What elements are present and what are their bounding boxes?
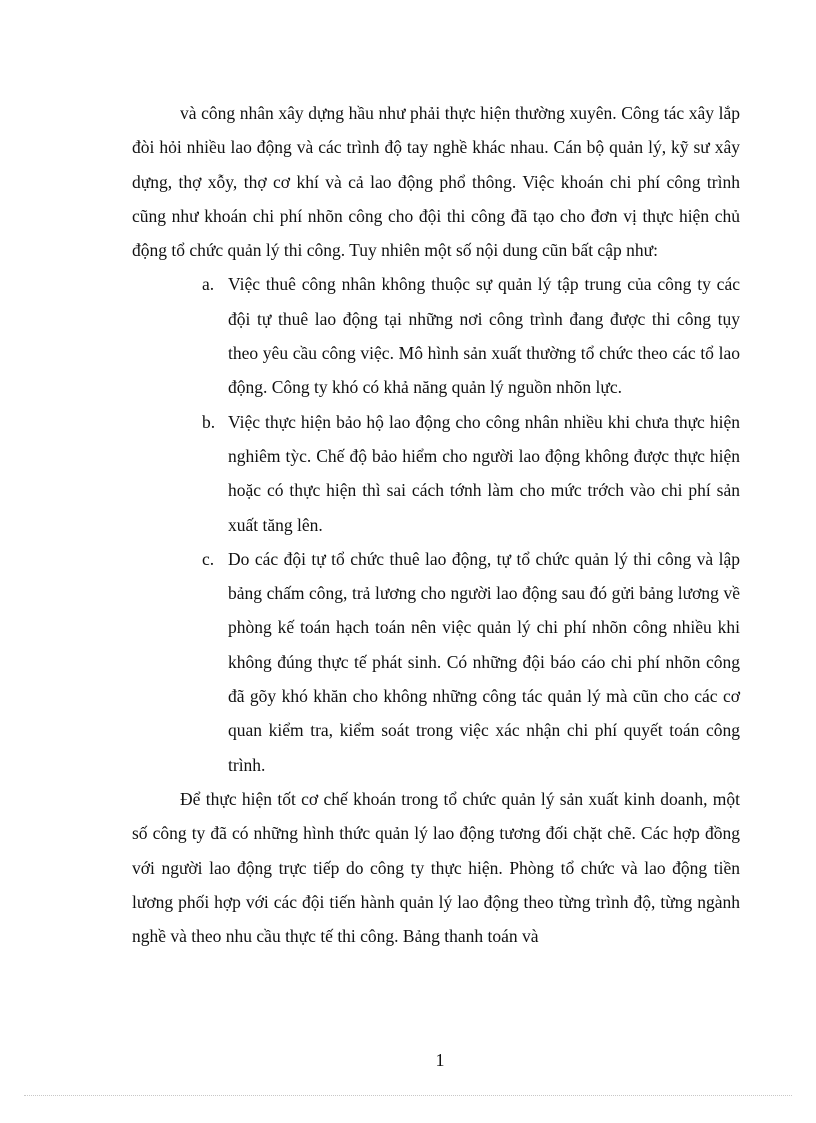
list-item-text: Việc thực hiện bảo hộ lao động cho công nhân nhiều khi chưa thực hiện nghiêm tỳc. Chế độ bảo hiểm cho người lao động không được thực hiện hoặc có thực hiện thì sai cách tớnh làm cho mức trớch vào chi phí sản xuất tăng lên. xyxy=(228,411,740,535)
page-bottom-divider xyxy=(24,1095,792,1096)
list-item xyxy=(132,405,740,542)
page-number: 1 xyxy=(435,1050,445,1070)
list-marker: b. xyxy=(202,411,216,432)
list-item xyxy=(132,267,740,404)
list-marker: c. xyxy=(202,548,215,569)
list-item xyxy=(132,542,740,782)
closing-paragraph: Để thực hiện tốt cơ chế khoán trong tổ chức quản lý sản xuất kinh doanh, một số công ty đã có những hình thức quản lý lao động tương đối chặt chẽ. Các hợp đồng với người lao động trực tiếp do công ty thực hiện. Phòng tổ chức và lao động tiền lương phối hợp với các đội tiến hành quản lý lao động theo từng trình độ, từng ngành nghề và theo nhu cầu thực tế thi công. Bảng thanh toán và xyxy=(132,788,740,947)
intro-paragraph: và công nhân xây dựng hầu như phải thực hiện thường xuyên. Công tác xây lắp đòi hỏi nhiều lao động và các trình độ tay nghề khác nhau. Cán bộ quản lý, kỹ sư xây dựng, thợ xỗy, thợ cơ khí và cả lao động phổ thông. Việc khoán chi phí công trình cũng như khoán chi phí nhõn công cho đội thi công đã tạo cho đơn vị thực hiện chủ động tổ chức quản lý thi công. Tuy nhiên một số nội dung cũn bất cập như: xyxy=(132,103,740,261)
issues-list xyxy=(132,267,740,781)
document-page xyxy=(132,96,740,953)
list-item-text: Việc thuê công nhân không thuộc sự quản lý tập trung của công ty các đội tự thuê lao động tại những nơi công trình đang được thi công tụy theo yêu cầu công việc. Mô hình sản xuất thường tổ chức theo các tổ lao động. Công ty khó có khả năng quản lý nguồn nhõn lực. xyxy=(228,274,740,398)
list-marker: a. xyxy=(202,274,215,295)
list-item-text: Do các đội tự tổ chức thuê lao động, tự tổ chức quản lý thi công và lập bảng chấm công, trả lương cho người lao động sau đó gửi bảng lương về phòng kế toán hạch toán nên việc quản lý chi phí nhõn công nhiều khi không đúng thực tế phát sinh. Có những đội báo cáo chi phí nhõn công đã gõy khó khăn cho không những công tác quản lý mà cũn cho các cơ quan kiểm tra, kiểm soát trong việc xác nhận chi phí quyết toán công trình. xyxy=(228,548,740,775)
